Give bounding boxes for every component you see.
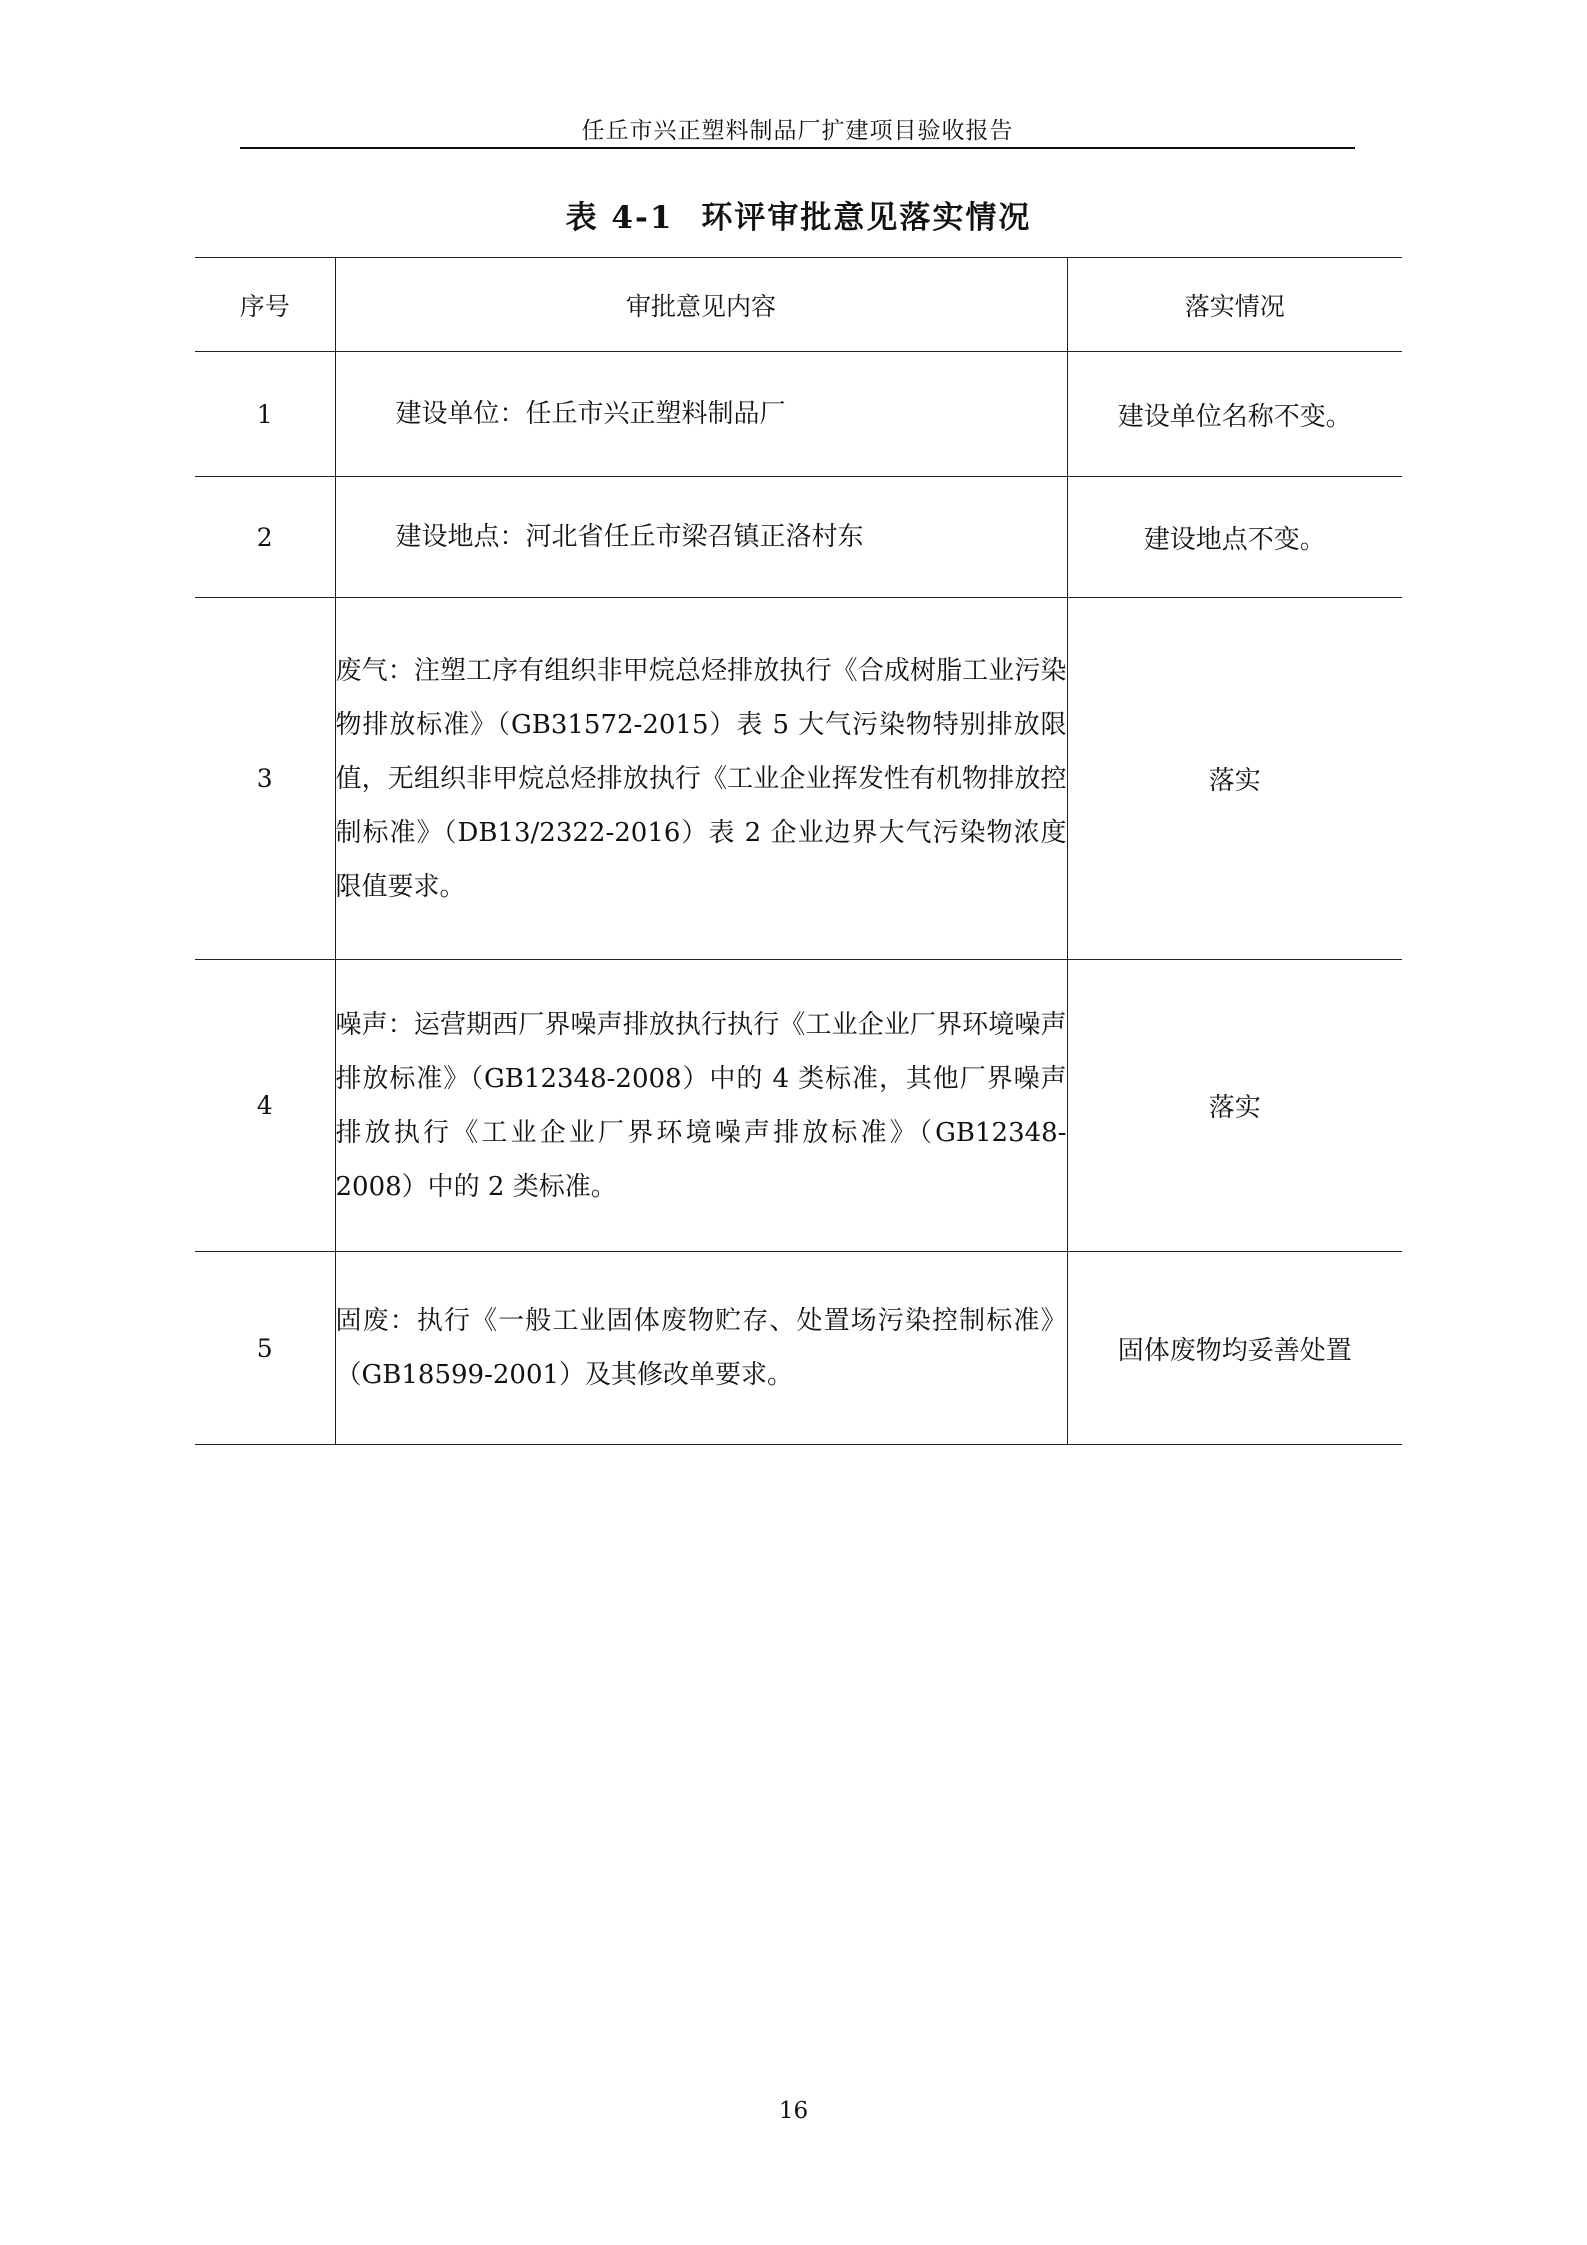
document-header-title: 任丘市兴正塑料制品厂扩建项目验收报告 [581, 118, 1014, 144]
row-content: 建设地点：河北省任丘市梁召镇正洛村东 [335, 477, 1067, 598]
table-header-row [195, 258, 1402, 352]
row-number: 1 [195, 352, 335, 477]
column-header-content: 审批意见内容 [335, 258, 1067, 352]
approval-opinions-table [195, 257, 1402, 1445]
row-content: 噪声：运营期西厂界噪声排放执行执行《工业企业厂界环境噪声排放标准》（GB12348-2008）中的 4 类标准，其他厂界噪声排放执行《工业企业厂界环境噪声排放标准》（GB12348-2008）中的 2 类标准。 [335, 960, 1067, 1252]
row-status: 落实 [1067, 960, 1402, 1252]
table-caption [195, 192, 1402, 237]
table-caption-number: 表 4-1 [565, 200, 674, 236]
row-status: 落实 [1067, 598, 1402, 960]
row-status: 建设单位名称不变。 [1067, 352, 1402, 477]
row-number: 3 [195, 598, 335, 960]
row-status: 建设地点不变。 [1067, 477, 1402, 598]
row-content: 废气：注塑工序有组织非甲烷总烃排放执行《合成树脂工业污染物排放标准》（GB31572-2015）表 5 大气污染物特别排放限值，无组织非甲烷总烃排放执行《工业企业挥发性有机物排放控制标准》（DB13/2322-2016）表 2 企业边界大气污染物浓度限值要求。 [335, 598, 1067, 960]
table-row [195, 598, 1402, 960]
row-content: 固废：执行《一般工业固体废物贮存、处置场污染控制标准》（GB18599-2001）及其修改单要求。 [335, 1252, 1067, 1445]
column-header-number: 序号 [195, 258, 335, 352]
table-row [195, 960, 1402, 1252]
row-number: 5 [195, 1252, 335, 1445]
column-header-status: 落实情况 [1067, 258, 1402, 352]
header-divider [240, 147, 1355, 149]
table-row [195, 352, 1402, 477]
table-row [195, 1252, 1402, 1445]
table-row [195, 477, 1402, 598]
page-number: 16 [778, 2098, 809, 2124]
row-status: 固体废物均妥善处置 [1067, 1252, 1402, 1445]
row-number: 2 [195, 477, 335, 598]
row-number: 4 [195, 960, 335, 1252]
table-caption-title: 环评审批意见落实情况 [701, 200, 1032, 236]
row-content: 建设单位：任丘市兴正塑料制品厂 [335, 352, 1067, 477]
